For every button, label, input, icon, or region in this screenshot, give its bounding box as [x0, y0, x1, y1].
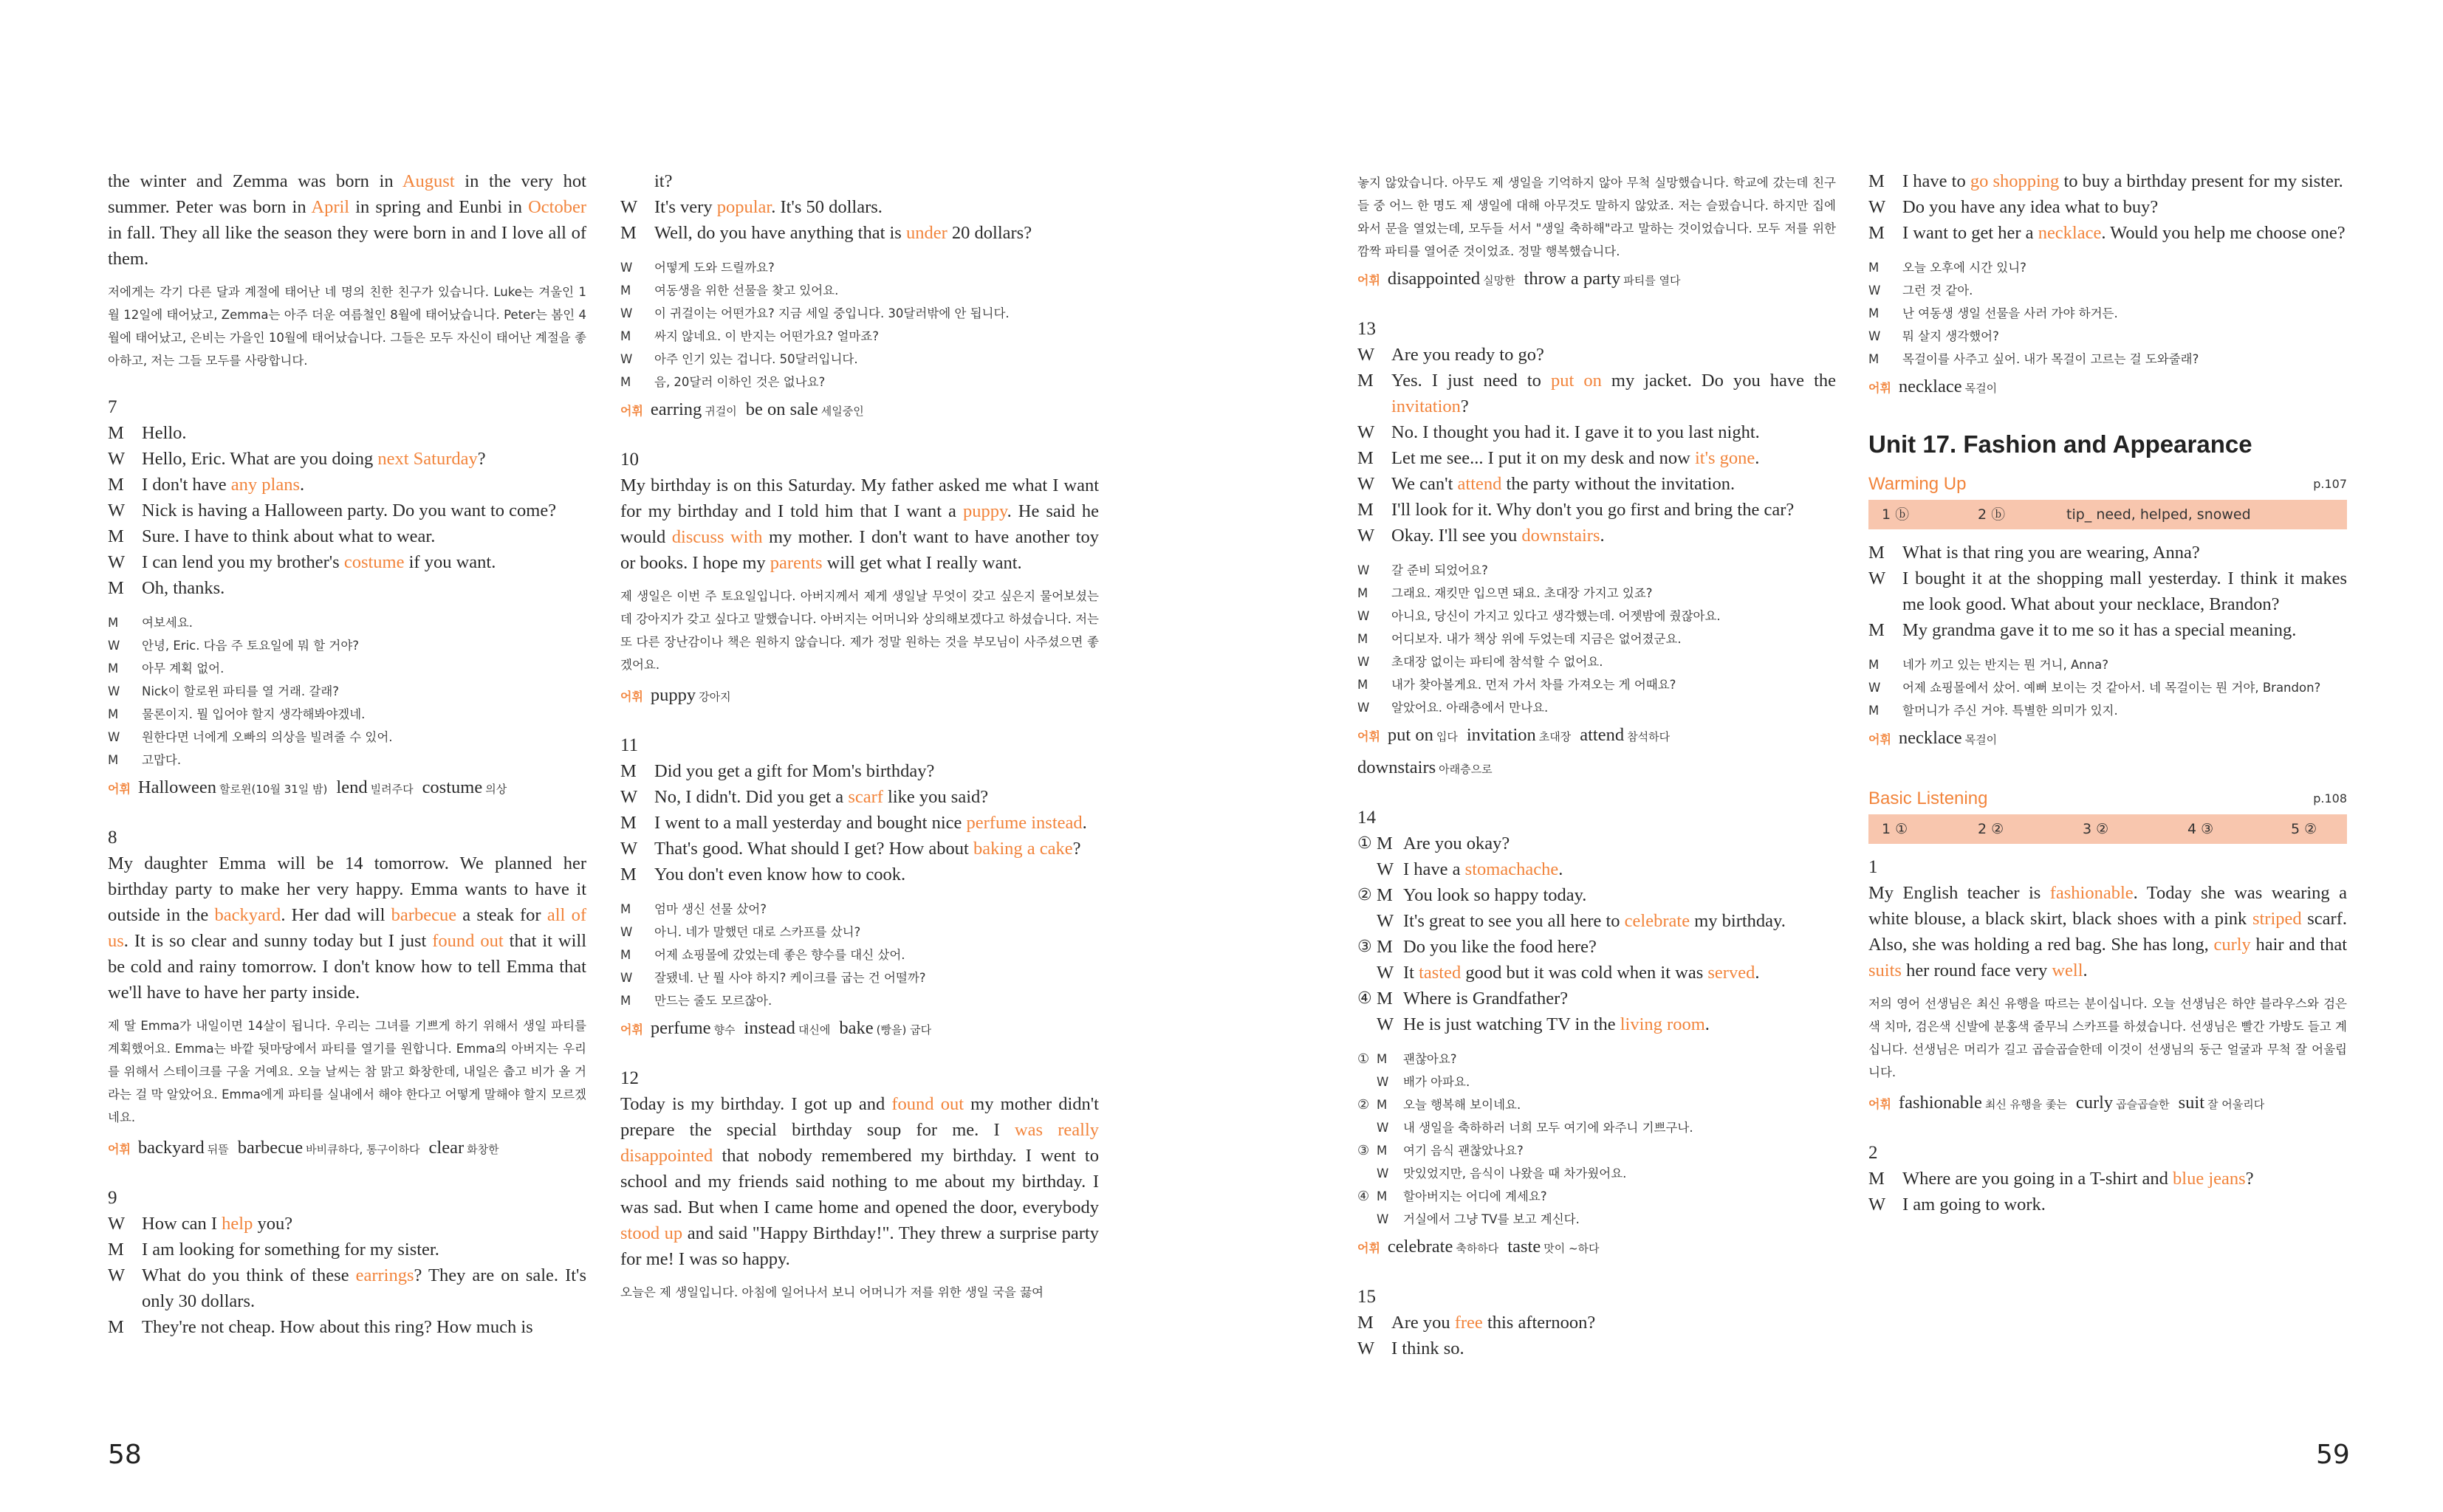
translation-block: M 오늘 오후에 시간 있니? W 그런 것 같아. M 난 여동생 생일 선물을 사러 가야 하거든. W 뭐 살지 생각했어? M 목걸이를 사주고 싶어. 내가 목걸이 고르는 걸 도와줄래?: [1868, 261, 2199, 366]
dialogue-line: ② M You look so happy today.: [1357, 885, 1587, 905]
column-2: [620, 168, 1099, 1310]
dialogue-line: W It tasted good but it was cold when it was served.: [1377, 963, 1760, 983]
dialogue-line: M I have to go shopping to buy a birthday present for my sister.: [1868, 171, 2343, 191]
question-number: 2: [1868, 1143, 1878, 1163]
question-number: 12: [620, 1068, 639, 1088]
dialogue-line: M I don't have any plans.: [108, 475, 305, 495]
translation-block: M 네가 끼고 있는 반지는 뭔 거니, Anna? W 어제 쇼핑몰에서 샀어. 예뻐 보이는 것 같아서. 네 목걸이는 뭔 거야, Brandon? M 할머니가 주신 거야. 특별한 의미가 있지.: [1868, 658, 2321, 718]
translation-block: M 여보세요. W 안녕, Eric. 다음 주 토요일에 뭐 할 거야? M 아무 계획 없어. W Nick이 할로윈 파티를 열 거래. 갈래? M 물론이지. 뭘 입어야 할지 생각해봐야겠네. W 원한다면 너에게 오빠의 의상을 빌려줄 수 있어. M 고맙다.: [108, 616, 393, 767]
intro-translation: 저에게는 각기 다른 달과 계절에 태어난 네 명의 친한 친구가 있습니다. Luke는 겨울인 1월 12일에 태어났고, Zemma는 아주 더운 여름철인 8월에 태어났습니다. Peter는 봄인 4월에 태어났고, 은비는 가을인 10월에 태어났습니다. 그들은 모두 자신이 태어난 계절을 좋아하고, 저는 그들 모두를 사랑합니다.: [108, 285, 586, 368]
intro-paragraph: the winter and Zemma was born in August in the very hot summer. Peter was born in April in spring and Eunbi in October in fall. They all like the season they were born in and I love all of them.: [108, 171, 587, 269]
passage: Today is my birthday. I got up and found out my mother didn't prepare the special birthday soup for me. I was really disappointed that nobody remembered my birthday. I went to school and my friends said nothing to me about my birthday. I was sad. But when I came home and opened the door, everybody stood up and said "Happy Birthday!". They threw a surprise party for me! I was so happy.: [620, 1094, 1100, 1269]
dialogue-line: M Yes. I just need to put on my jacket. Do you have the invitation?: [1357, 371, 1836, 416]
dialogue-line: W What do you think of these earrings? They are on sale. It's only 30 dollars.: [108, 1265, 586, 1311]
translation-block: W 어떻게 도와 드릴까요? M 여동생을 위한 선물을 찾고 있어요. W 이 귀걸이는 어떤가요? 지금 세일 중입니다. 30달러밖에 안 됩니다. M 싸지 않네요. 이 반지는 어떤가요? 얼마죠? W 아주 인기 있는 겁니다. 50달러입니다. M 음, 20달러 이하인 것은 없나요?: [620, 261, 1010, 389]
vocab-line: 어휘 Halloween 할로윈(10월 31일 밤) lend 빌려주다 costume 의상: [108, 777, 507, 797]
page-number-left: 58: [108, 1440, 142, 1470]
dialogue-line: M Did you get a gift for Mom's birthday?: [620, 761, 935, 781]
vocab-line: downstairs 아래층으로: [1357, 757, 1493, 777]
page-number-right: 59: [2316, 1440, 2350, 1470]
translation-block: 저의 영어 선생님은 최신 유행을 따르는 분이십니다. 오늘 선생님은 하얀 블라우스와 검은색 치마, 검은색 신발에 분홍색 줄무늬 스카프를 하셨습니다. 선생님은 빨간 가방도 들고 계십니다. 선생님은 머리가 길고 곱슬곱슬한데 이것이 선생님의 둥근 얼굴과 무척 잘 어울립니다.: [1868, 997, 2347, 1079]
question-number: 11: [620, 735, 639, 755]
translation-block: M 엄마 생신 선물 샀어? W 아니. 네가 말했던 대로 스카프를 샀니? M 어제 쇼핑몰에 갔었는데 좋은 향수를 대신 샀어. W 잘됐네. 난 뭘 사야 하지? 케이크를 굽는 건 어떨까? M 만드는 줄도 모르잖아.: [620, 902, 926, 1008]
dialogue-line: W It's great to see you all here to celebrate my birthday.: [1377, 911, 1786, 931]
question-number: 7: [108, 397, 117, 417]
dialogue-line: M I want to get her a necklace. Would you help me choose one?: [1868, 223, 2346, 243]
dialogue-line: M Where are you going in a T-shirt and blue jeans?: [1868, 1169, 2254, 1189]
dialogue-line: M Oh, thanks.: [108, 578, 225, 598]
dialogue-line: W Nick is having a Halloween party. Do you want to come?: [108, 501, 557, 520]
vocab-line: 어휘 celebrate 축하하다 taste 맛이 ~하다: [1357, 1237, 1600, 1257]
translation-block: 오늘은 제 생일입니다. 아침에 일어나서 보니 어머니가 저를 위한 생일 국을 끓여: [620, 1285, 1044, 1299]
vocab-line: 어휘 put on 입다 invitation 초대장 attend 참석하다: [1357, 725, 1671, 745]
dialogue-line: W I think so.: [1357, 1339, 1464, 1358]
dialogue-line: M What is that ring you are wearing, Anna?: [1868, 543, 2200, 563]
column-3: [1357, 168, 1836, 1361]
answer-bar: 1 ⓑ 2 ⓑ tip_ need, helped, snowed: [1868, 500, 2347, 529]
dialogue-line: W I can lend you my brother's costume if you want.: [108, 552, 496, 572]
dialogue-line: M I'll look for it. Why don't you go first and bring the car?: [1357, 500, 1795, 520]
dialogue-line: W We can't attend the party without the invitation.: [1357, 474, 1736, 494]
vocab-line: 어휘 fashionable 최신 유행을 좇는 curly 곱슬곱슬한 suit 잘 어울리다: [1868, 1093, 2265, 1113]
dialogue-line: it?: [654, 171, 673, 191]
dialogue-line: W Do you have any idea what to buy?: [1868, 197, 2159, 217]
translation-block: W 갈 준비 되었어요? M 그래요. 재킷만 입으면 돼요. 초대장 가지고 있죠? W 아니요, 당신이 가지고 있다고 생각했는데. 어젯밤에 줬잖아요. M 어디보자. 내가 책상 위에 두었는데 지금은 없어졌군요. W 초대장 없이는 파티에 참석할 수 없어요. M 내가 찾아볼게요. 먼저 가서 차를 가져오는 게 어때요? W 알았어요. 아래층에서 만나요.: [1357, 563, 1721, 715]
dialogue-line: M Let me see... I put it on my desk and now it's gone.: [1357, 448, 1760, 468]
dialogue-line: W No, I didn't. Did you get a scarf like you said?: [620, 787, 989, 807]
vocab-line: 어휘 disappointed 실망한 throw a party 파티를 열다: [1357, 269, 1681, 289]
dialogue-line: ④ M Where is Grandfather?: [1357, 989, 1569, 1008]
dialogue-line: M My grandma gave it to me so it has a special meaning.: [1868, 620, 2297, 640]
dialogue-line: W That's good. What should I get? How about baking a cake?: [620, 839, 1081, 859]
translation-block: ① M 괜찮아요? W 배가 아파요. ② M 오늘 행복해 보이네요. W 내 생일을 축하하러 너희 모두 여기에 와주니 기쁘구나. ③ M 여기 음식 괜찮았나요? W 맛있었지만, 음식이 나왔을 때 차가웠어요. ④ M 할아버지는 어디에 계세요? W 거실에서 그냥 TV를 보고 계신다.: [1357, 1051, 1693, 1226]
question-number: 14: [1357, 808, 1376, 828]
dialogue-line: M You don't even know how to cook.: [620, 865, 906, 884]
dialogue-line: M I am looking for something for my sister.: [108, 1240, 439, 1260]
dialogue-line: W I have a stomachache.: [1377, 859, 1563, 879]
dialogue-line: W No. I thought you had it. I gave it to you last night.: [1357, 422, 1760, 442]
dialogue-line: W I am going to work.: [1868, 1195, 2046, 1214]
dialogue-line: ③ M Do you like the food here?: [1357, 937, 1597, 957]
dialogue-line: W I bought it at the shopping mall yesterday. I think it makes me look good. What about your necklace, Brandon?: [1868, 568, 2347, 614]
passage: My birthday is on this Saturday. My father asked me what I want for my birthday and I told him that I want a puppy. He said he would discuss with my mother. I don't want to have another toy or books. I hope my parents will get what I really want.: [620, 475, 1100, 573]
dialogue-line: M Are you free this afternoon?: [1357, 1313, 1596, 1333]
vocab-line: 어휘 necklace 목걸이: [1868, 377, 1998, 396]
vocab-line: 어휘 earring 귀걸이 be on sale 세일중인: [620, 399, 864, 419]
answer-bar: 1 ① 2 ② 3 ② 4 ③ 5 ②: [1868, 814, 2347, 844]
vocab-line: 어휘 backyard 뒤뜰 barbecue 바비큐하다, 통구이하다 clear 화창한: [108, 1138, 499, 1158]
translation-block: 놓지 않았습니다. 아무도 제 생일을 기억하지 않아 무척 실망했습니다. 학교에 갔는데 친구들 중 어느 한 명도 제 생일에 대해 아무것도 말하지 않았죠. 저는 슬펐습니다. 하지만 집에 와서 문을 열었는데, 모두들 서서 "생일 축하해"라고 말하는 것이었습니다. 모두 저를 위한 깜짝 파티를 열어준 것이었죠. 정말 행복했습니다.: [1357, 176, 1836, 258]
basic-listening-header: Basic Listening p.108: [1868, 788, 2347, 808]
dialogue-line: ① M Are you okay?: [1357, 834, 1510, 853]
dialogue-line: W Okay. I'll see you downstairs.: [1357, 526, 1605, 546]
vocab-line: 어휘 perfume 향수 instead 대신에 bake (빵을) 굽다: [620, 1018, 932, 1038]
column-1: [108, 168, 586, 1340]
question-number: 13: [1357, 319, 1376, 339]
dialogue-line: M Well, do you have anything that is under 20 dollars?: [620, 223, 1032, 243]
vocab-line: 어휘 necklace 목걸이: [1868, 728, 1998, 748]
dialogue-line: M They're not cheap. How about this ring? How much is: [108, 1317, 533, 1337]
dialogue-line: W Hello, Eric. What are you doing next Saturday?: [108, 449, 486, 469]
unit-title: Unit 17. Fashion and Appearance: [1868, 430, 2252, 458]
question-number: 9: [108, 1188, 117, 1208]
dialogue-line: W It's very popular. It's 50 dollars.: [620, 197, 883, 217]
question-number: 15: [1357, 1287, 1376, 1307]
vocab-line: 어휘 puppy 강아지: [620, 685, 731, 705]
question-number: 1: [1868, 857, 1878, 877]
dialogue-line: W Are you ready to go?: [1357, 345, 1544, 365]
passage: My English teacher is fashionable. Today she was wearing a white blouse, a black skirt, black shoes with a pink striped scarf. Also, she was holding a red bag. She has long, curly hair and that suits her round face very well.: [1868, 883, 2348, 980]
warming-up-header: Warming Up p.107: [1868, 474, 2347, 494]
dialogue-line: W He is just watching TV in the living room.: [1377, 1014, 1710, 1034]
passage: My daughter Emma will be 14 tomorrow. We planned her birthday party to make her very happy. Emma wants to have it outside in the backyard. Her dad will barbecue a steak for all of us. It is so clear and sunny today but I just found out that it will be cold and rainy tomorrow. I don't know how to tell Emma that we'll have to have her party inside.: [108, 853, 587, 1003]
column-4: [1868, 168, 2347, 1217]
translation-block: 제 딸 Emma가 내일이면 14살이 됩니다. 우리는 그녀를 기쁘게 하기 위해서 생일 파티를 계획했어요. Emma는 바깥 뒷마당에서 파티를 열기를 원합니다. Emma의 아버지는 우리를 위해서 스테이크를 구울 거예요. 오늘 날씨는 참 맑고 화창한데, 내일은 춥고 비가 올 거라는 걸 막 알았어요. Emma에게 파티를 실내에서 해야 한다고 어떻게 말해야 할지 모르겠네요.: [108, 1019, 586, 1124]
question-number: 8: [108, 828, 117, 848]
dialogue-line: M Hello.: [108, 423, 187, 443]
dialogue-line: M Sure. I have to think about what to wear.: [108, 526, 436, 546]
translation-block: 제 생일은 이번 주 토요일입니다. 아버지께서 제게 생일날 무엇이 갖고 싶은지 물어보셨는데 강아지가 갖고 싶다고 말했습니다. 아버지는 어머니와 상의해보겠다고 하셨습니다. 저는 또 다른 장난감이나 책은 원하지 않습니다. 제가 정말 원하는 것을 부모님이 사주셨으면 좋겠어요.: [620, 589, 1099, 672]
dialogue-line: M I went to a mall yesterday and bought nice perfume instead.: [620, 813, 1087, 833]
question-number: 10: [620, 450, 639, 470]
dialogue-line: W How can I help you?: [108, 1214, 293, 1234]
